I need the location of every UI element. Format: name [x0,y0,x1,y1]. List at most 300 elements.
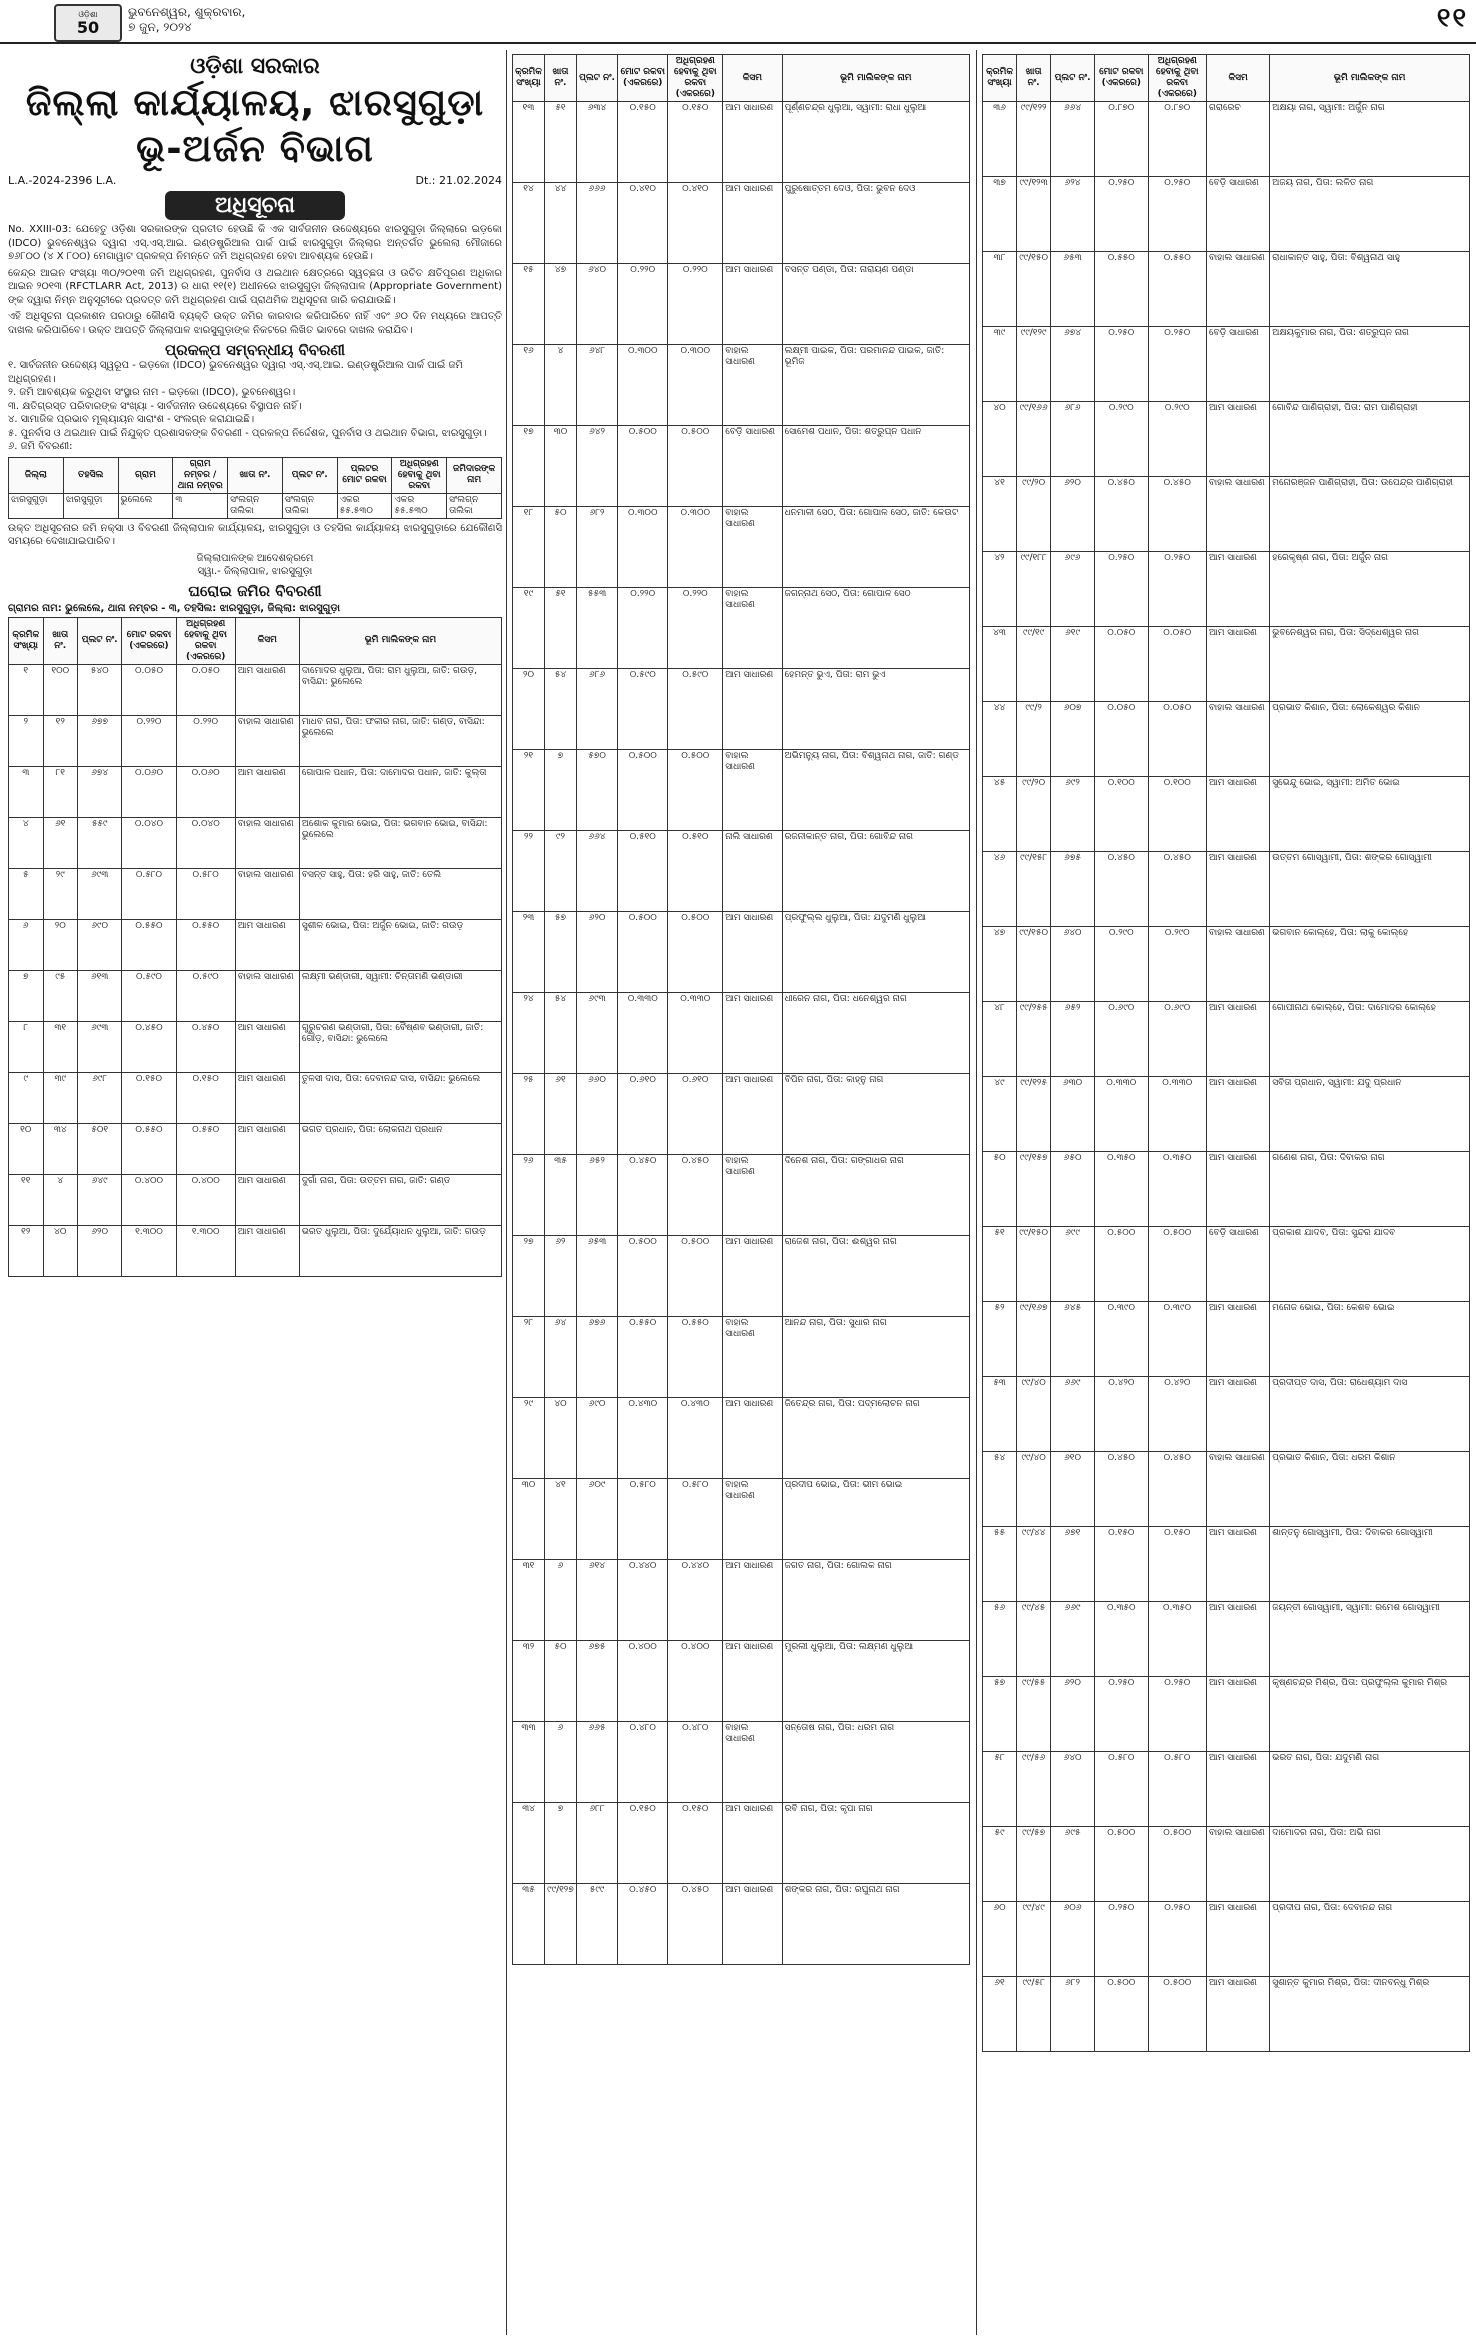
table-cell-total: ୦.୪୫୦ [1094,1452,1148,1527]
table-cell-owner: ବିପିନ ନାଗ, ପିତା: କାହ୍ନୁ ନାଗ [782,1074,969,1155]
table-row [9,664,502,715]
table-cell-owner: ପ୍ରଦୀପ୍ତ ଦାସ, ପିତା: ରାଧେଶ୍ୟାମ ଦାସ [1270,1377,1470,1452]
table-row [983,1152,1470,1227]
table-cell-khata: ୯୯/୪୯ [1017,1902,1051,1977]
date-label: ୭ ଜୁନ, ୨୦୨୪ [128,20,192,34]
header-cell: ପ୍ଲଟ ନଂ. [282,457,337,493]
signature-line: ସ୍ୱା.- ଜିଲ୍ଲାପାଳ, ଝାରସୁଗୁଡ଼ା [197,565,313,577]
table-cell-plot: ୫୫୯ [78,817,122,868]
reference-number: L.A.-2024-2396 L.A. [8,174,117,187]
table-cell-owner: ପୁରୁଷୋତ୍ତମ ଦେଓ, ପିତା: ଭୁବନ ଦେଓ [782,183,969,264]
table-cell-owner: ଲକ୍ଷ୍ମୀ ଭଣ୍ଡାରୀ, ସ୍ୱାମୀ: ଚିନ୍ତାମଣି ଭଣ୍ଡାରୀ [299,970,501,1021]
table-cell-khata: ୩୯ [43,1072,78,1123]
table-cell-total: ୦.୫୫୦ [122,919,176,970]
table-cell-acq: ୦.୩୦୦ [668,507,723,588]
table-cell-plot: ୬୦୬ [1051,1902,1095,1977]
table-cell-acq: ୦.୫୦୦ [1148,1827,1206,1902]
table-cell-total: ୦.୦୬୦ [122,766,176,817]
table-cell-kisam: ଆମ ସାଧାରଣ [723,993,782,1074]
table-cell-khata: ୯୯/୫୭ [1017,1827,1051,1902]
table-cell-khata: ୫୧ [544,588,576,669]
logo-number: 50 [76,17,100,37]
table-cell-kisam: ଆମ ସାଧାରଣ [235,766,299,817]
table-cell-khata: ୫୧ [544,102,576,183]
table-cell-owner: ପ୍ରଫୁଲ୍ଲ ଧୁଲୁଆ, ପିତା: ଯଦୁମଣି ଧୁଲୁଆ [782,912,969,993]
header-cell: ଜିଲ୍ଲା [9,457,64,493]
table-cell-khata: ୯୯/୧୨୫ [1017,1077,1051,1152]
table-cell-sl: ୨୬ [513,1155,545,1236]
table-cell-plot: ୬୯୩ [78,1021,122,1072]
table-cell-sl: ୩ [9,766,44,817]
land-table-column-2 [512,54,970,1965]
table-cell-acq: ୦.୫୦୦ [1148,1977,1206,2052]
table-cell-total: ୦.୫୦୦ [618,426,668,507]
notification-column [8,54,502,1277]
table-cell-acq: ୦.୨୯୦ [1148,927,1206,1002]
table-row [513,507,970,588]
signature-line: ଜିଲ୍ଲାପାଳଙ୍କ ଆଦେଶକ୍ରମେ [196,552,314,564]
table-cell-acq: ୦.୫୫୦ [1148,252,1206,327]
table-row [983,1077,1470,1152]
table-cell-total: ୦.୫୦୦ [618,750,668,831]
table-cell-sl: ୩୮ [983,252,1017,327]
table-cell-kisam: ଆମ ସାଧାରଣ [723,102,782,183]
table-cell-acq: ୦.୧୫୦ [176,1072,235,1123]
table-cell: ଝାରସୁଗୁଡ଼ା [9,493,64,518]
table-cell-sl: ୧୪ [513,183,545,264]
table-row [983,1002,1470,1077]
table-cell-kisam: ଆମ ସାଧାରଣ [723,912,782,993]
table-cell: ସଂଲଗ୍ନ ତାଲିକା [228,493,283,518]
table-cell-plot: ୬୨୦ [576,912,617,993]
table-cell-acq: ୦.୪୨୦ [1148,1377,1206,1452]
table-cell-total: ୦.୪୫୦ [618,1155,668,1236]
table-cell-acq: ୦.୫୮୦ [668,1479,723,1560]
table-cell-kisam: ବେଡ଼ି ସାଧାରଣ [1206,327,1269,402]
table-row [513,183,970,264]
table-cell-total: ୦.୪୫୦ [618,1884,668,1965]
table-cell-sl: ୫ [9,868,44,919]
table-cell-acq: ୦.୧୫୦ [668,102,723,183]
table-cell-kisam: ଆମ ସାଧାରଣ [723,1398,782,1479]
table-row [9,868,502,919]
table-cell-kisam: ଆମ ସାଧାରଣ [1206,852,1269,927]
table-cell-acq: ୦.୨୨୦ [668,264,723,345]
table-cell-owner: ଗୋବିନ୍ଦ ପାଣିଗ୍ରାହୀ, ପିତା: ରାମ ପାଣିଗ୍ରାହୀ [1270,402,1470,477]
table-cell-kisam: ଆମ ସାଧାରଣ [1206,1902,1269,1977]
table-cell-acq: ୦.୪୫୦ [668,1155,723,1236]
table-cell-plot: ୬୯୦ [576,1398,617,1479]
table-row [983,1827,1470,1902]
table-cell-kisam: ଆମ ସାଧାରଣ [235,1072,299,1123]
table-cell-plot: ୬୫୦ [1051,1152,1095,1227]
table-cell-owner: ହେମନ୍ତ ଭୁଏ, ପିତା: ରାମ ଭୁଏ [782,669,969,750]
table-row [513,1560,970,1641]
table-cell: ଝାରସୁଗୁଡ଼ା [63,493,118,518]
table-cell-kisam: ବେଡ଼ି ସାଧାରଣ [1206,177,1269,252]
table-cell-acq: ୦.୦୪୦ [176,817,235,868]
table-cell: ସଂଲଗ୍ନ ତାଲିକା [447,493,502,518]
table-cell-total: ୦.୫୫୦ [122,1123,176,1174]
table-cell-owner: ଉତ୍ତମ ଗୋସ୍ୱାମୀ, ପିତା: ଶଙ୍କର ଗୋସ୍ୱାମୀ [1270,852,1470,927]
table-cell: ଭୁଲେଲେ [118,493,173,518]
table-cell-plot: ୬୯୩ [78,868,122,919]
table-cell-acq: ୦.୫୫୦ [176,1123,235,1174]
table-cell-total: ୦.୩୩୦ [618,993,668,1074]
table-cell-khata: ୯୯/୪୪ [1017,1527,1051,1602]
table-row [9,919,502,970]
table-cell-acq: ୦.୩୩୦ [668,993,723,1074]
table-cell-sl: ୩୪ [513,1803,545,1884]
table-cell-owner: ଅଜୟ ନାଗ, ପିତା: ଲଳିତ ନାଗ [1270,177,1470,252]
table-header-row [983,55,1470,102]
table-cell-khata: ୯୯/୧୨୨ [1017,102,1051,177]
table-cell-khata: ୭ [544,1803,576,1884]
table-cell-total: ୧.୩୦୦ [122,1225,176,1276]
table-cell-khata: ୯୨ [544,831,576,912]
table-cell-kisam: ବାହାଲ ସାଧାରଣ [723,345,782,426]
table-cell-kisam: ବାହାଲ ସାଧାରଣ [723,507,782,588]
table-cell-total: ୦.୪୩୦ [618,1398,668,1479]
project-details-heading: ପ୍ରକଳ୍ପ ସମ୍ବନ୍ଧୀୟ ବିବରଣୀ [165,341,345,359]
table-cell-sl: ୫୩ [983,1377,1017,1452]
table-cell-acq: ୦.୪୩୦ [668,1398,723,1479]
table-cell-kisam: ବାହାଲ ସାଧାରଣ [723,1722,782,1803]
table-cell-sl: ୪୪ [983,702,1017,777]
table-cell-khata: ୫୦ [544,1641,576,1722]
table-cell-kisam: ଆମ ସାଧାରଣ [235,1123,299,1174]
table-cell-plot: ୬୩୦ [1051,1077,1095,1152]
table-cell-owner: ପ୍ରଭାତ କିଶାନ, ପିତା: ଲୋକେଶ୍ୱର କିଶାନ [1270,702,1470,777]
table-cell-acq: ୦.୬୧୦ [668,1074,723,1155]
table-row [983,1377,1470,1452]
table-row [9,766,502,817]
table-cell-total: ୦.୫୮୦ [1094,1752,1148,1827]
table-cell-owner: ଧନମାଳୀ ସେଠ, ପିତା: ଗୋପାଳ ସେଠ, ଜାତି: କେଉଟ [782,507,969,588]
header-cell: ଖାତା ନଂ. [544,55,576,102]
table-cell-kisam: ଆମ ସାଧାରଣ [1206,777,1269,852]
table-cell-total: ୦.୪୫୦ [1094,852,1148,927]
table-cell-acq: ୦.୧୦୦ [1148,777,1206,852]
table-cell-plot: ୬୭୪ [78,766,122,817]
table-cell-acq: ୦.୨୫୦ [1148,177,1206,252]
table-cell: ସଂଲଗ୍ନ ତାଲିକା [282,493,337,518]
table-cell-plot: ୬୮୨ [576,507,617,588]
land-summary-table [8,457,502,519]
table-cell-plot: ୬୬୯ [1051,1602,1095,1677]
table-cell-sl: ୧୩ [513,102,545,183]
table-cell-khata: ୬ [544,1560,576,1641]
table-cell-sl: ୪୩ [983,627,1017,702]
table-cell-khata: ୨୯ [43,868,78,919]
table-cell-khata: ୩୦ [544,426,576,507]
table-cell-total: ୦.୪୨୦ [1094,1377,1148,1452]
table-cell-khata: ୯୯/୧୫୭ [1017,1152,1051,1227]
table-cell-total: ୦.୪୦୦ [618,1641,668,1722]
table-cell-sl: ୩୧ [513,1560,545,1641]
table-cell-kisam: ଆମ ସାଧାରଣ [723,1074,782,1155]
table-cell-total: ୦.୨୨୦ [618,264,668,345]
table-row [513,1074,970,1155]
table-cell-total: ୦.୮୭୦ [1094,102,1148,177]
header-cell: ମୋଟ ରକବା (ଏକରରେ) [1094,55,1148,102]
table-cell-sl: ୩୬ [983,102,1017,177]
table-cell-acq: ୦.୫୫୦ [176,919,235,970]
table-row [513,102,970,183]
table-row [513,1398,970,1479]
table-cell-total: ୦.୨୫୦ [1094,177,1148,252]
table-cell-owner: ଲକ୍ଷ୍ମୀ ପାଇକ, ପିତା: ପରମାନନ୍ଦ ପାଇକ, ଜାତି: ଭୂମିଜ [782,345,969,426]
table-cell-acq: ୦.୪୪୦ [668,1560,723,1641]
table-header-row [513,55,970,102]
table-cell-khata: ୪ [544,345,576,426]
table-cell-kisam: ବେଡ଼ି ସାଧାରଣ [1206,1227,1269,1302]
table-cell-total: ୦.୧୫୦ [618,1803,668,1884]
land-details-subtitle: ଗ୍ରାମର ନାମ: ଭୁଲେଲେ, ଥାନା ନମ୍ବର - ୩, ତହସିଲ: ଝାରସୁଗୁଡ଼ା, ଜିଲ୍ଲା: ଝାରସୁଗୁଡ଼ା [8,602,341,614]
notice-paragraph: କେନ୍ଦ୍ର ଆଇନ ସଂଖ୍ୟା ୩୦/୨୦୧୩ ଜମି ଅଧିଗ୍ରହଣ, ପୁନର୍ବାସ ଓ ଥଇଥାନ କ୍ଷେତ୍ରରେ ସ୍ୱଚ୍ଛତା ଓ ଉଚିତ କ୍ଷତିପୂରଣ ଅଧିକାର ଆଇନ ୨୦୧୩ (RFCTLARR Act, 2013) ର ଧାରା ୧୧(୧) ଅଧୀନରେ ଝାରସୁଗୁଡ଼ା ଜିଲ୍ଲାପାଳ (Appropriate Government) ଙ୍କ ଦ୍ୱାରା ନିମ୍ନ ଅନୁସୂଚୀରେ ପ୍ରଦତ୍ତ ଜମି ଅଧିଗ୍ରହଣ ପାଇଁ ପ୍ରାଥମିକ ଅଧିସୂଚନା ଜାରି କରାଯାଉଛି। [8,267,502,306]
project-item: ୨. ଜମି ଆବଶ୍ୟକ କରୁଥିବା ସଂସ୍ଥାର ନାମ - ଇଡ଼କୋ (IDCO), ଭୁବନେଶ୍ୱର। [8,387,296,398]
table-cell-plot: ୬୯୯ [1051,1227,1095,1302]
table-cell-owner: ସନ୍ତୋଷ ନାଗ, ପିତା: ଧରମ ନାଗ [782,1722,969,1803]
table-cell-total: ୦.୫୦୦ [1094,1227,1148,1302]
table-cell-sl: ୨୫ [513,1074,545,1155]
table-cell-acq: ୦.୦୬୦ [176,766,235,817]
table-cell-owner: ରାଜେଶ ନାଗ, ପିତା: ଈଶ୍ୱର ନାଗ [782,1236,969,1317]
table-row [9,970,502,1021]
table-cell-khata: ୨୦ [43,919,78,970]
table-cell-acq: ୦.୪୫୦ [668,1884,723,1965]
table-row [983,402,1470,477]
table-cell-khata: ୩୧ [43,1021,78,1072]
table-cell-sl: ୨୯ [513,1398,545,1479]
reference-line [8,174,502,187]
table-cell-kisam: ଆମ ସାଧାରଣ [235,1021,299,1072]
project-item: ୫. ପୁନର୍ବାସ ଓ ଥଇଥାନ ପାଇଁ ନିଯୁକ୍ତ ପ୍ରଶାସକଙ୍କ ବିବରଣୀ - ପ୍ରକଳ୍ପ ନିର୍ଦ୍ଦେଶକ, ପୁନର୍ବାସ ଓ ଥଇଥାନ ବିଭାଗ, ଝାରସୁଗୁଡ଼ା। [8,427,487,439]
table-row [983,1752,1470,1827]
table-cell-sl: ୧୫ [513,264,545,345]
table-cell-acq: ୦.୩୫୦ [1148,1602,1206,1677]
table-cell-khata: ୩୫ [544,1155,576,1236]
table-cell-owner: ଅକ୍ଷୟା ନାଗ, ସ୍ୱାମୀ: ଅର୍ଜୁନ ନାଗ [1270,102,1470,177]
table-cell-acq: ୦.୧୫୦ [668,1803,723,1884]
table-row [983,177,1470,252]
table-cell-plot: ୬୬୯ [1051,1377,1095,1452]
table-cell-plot: ୬୪୦ [576,264,617,345]
table-cell-sl: ୪୬ [983,852,1017,927]
table-cell-kisam: ବାହାଲ ସାଧାରଣ [723,1155,782,1236]
header-cell: ଅଧିଗ୍ରହଣ ହେବାକୁ ଥିବା ରକବା (ଏକରରେ) [176,617,235,664]
department-title: ଭୂ-ଅର୍ଜନ ବିଭାଗ [136,127,374,170]
table-cell-sl: ୪୧ [983,477,1017,552]
table-cell-khata: ୯୯/୧୨୭ [544,1884,576,1965]
table-row [513,1722,970,1803]
table-header-row [9,457,502,493]
table-cell-total: ୦.୦୫୦ [122,664,176,715]
table-cell-plot: ୬୮୨ [1051,1977,1095,2052]
table-row [983,1227,1470,1302]
header-cell: ଅଧିଗ୍ରହଣ ହେବାକୁ ଥିବା ରକବା (ଏକରରେ) [1148,55,1206,102]
table-cell-plot: ୬୫୩ [1051,252,1095,327]
column-divider [506,50,507,2335]
table-cell-owner: ଦୁର୍ଗା ନାଗ, ପିତା: ଉତ୍ତମ ନାଗ, ଜାତି: ଗଣ୍ଡ [299,1174,501,1225]
table-cell-plot: ୫୪୦ [78,664,122,715]
table-cell-total: ୦.୫୦୦ [618,912,668,993]
table-cell-acq: ୦.୪୧୦ [668,183,723,264]
table-cell-owner: ବସନ୍ତ ପଣ୍ଡା, ପିତା: ନାରାୟଣ ପଣ୍ଡା [782,264,969,345]
table-row [9,1225,502,1276]
table-cell-sl: ୪୦ [983,402,1017,477]
table-cell-acq: ୦.୫୦୦ [668,426,723,507]
table-cell-sl: ୩୨ [513,1641,545,1722]
table-cell-sl: ୫୪ [983,1452,1017,1527]
table-cell-kisam: ବାହାଲ ସାଧାରଣ [235,970,299,1021]
table-cell-total: ୦.୪୧୦ [618,183,668,264]
table-cell-sl: ୨୭ [513,1236,545,1317]
table-row [513,993,970,1074]
table-cell-total: ୦.୧୫୦ [122,1072,176,1123]
table-cell-acq: ୦.୦୫୦ [176,664,235,715]
table-cell-owner: ମନୋଜ ଭୋଇ, ପିତା: କେଶବ ଭୋଇ [1270,1302,1470,1377]
table-cell-sl: ୧୬ [513,345,545,426]
table-cell-kisam: ଆମ ସାଧାରଣ [1206,1002,1269,1077]
table-row [513,1803,970,1884]
table-cell-owner: ପ୍ରଦୀପ ଭୋଇ, ପିତା: ଭୀମ ଭୋଇ [782,1479,969,1560]
table-cell-total: ୦.୪୦୦ [122,1174,176,1225]
table-row [983,927,1470,1002]
table-cell-total: ୦.୫୧୦ [618,831,668,912]
table-cell-plot: ୬୪୮ [576,345,617,426]
table-cell-khata: ୯୯/୨ [1017,702,1051,777]
table-cell-owner: ରଜନୀକାନ୍ତ ନାଗ, ପିତା: ଗୋବିନ୍ଦ ନାଗ [782,831,969,912]
land-table-column-3 [982,54,1470,2052]
table-cell-kisam: ବାହାଲ ସାଧାରଣ [1206,1827,1269,1902]
table-cell-kisam: ଆମ ସାଧାରଣ [1206,1602,1269,1677]
table-cell-kisam: ଆମ ସାଧାରଣ [723,1641,782,1722]
table-cell-owner: ଜିତେନ୍ଦ୍ର ନାଗ, ପିତା: ପଦ୍ମଲୋଚନ ନାଗ [782,1398,969,1479]
table-cell-plot: ୬୫୩ [576,1236,617,1317]
table-cell-sl: ୪୨ [983,552,1017,627]
table-cell-kisam: ଆମ ସାଧାରଣ [235,1174,299,1225]
govt-title: ଓଡ଼ିଶା ସରକାର [190,54,320,79]
table-cell-owner: ଭଗତ ପ୍ରଧାନ, ପିତା: ଲୋକନାଥ ପ୍ରଧାନ [299,1123,501,1174]
header-cell: ଅଧିଗ୍ରହଣ ହେବାକୁ ଥିବା ରକବା [392,457,447,493]
table-cell-acq: ୦.୩୯୦ [1148,1302,1206,1377]
table-cell-khata: ୭ [544,750,576,831]
header-cell: ଭୂମି ମାଲିକଙ୍କ ନାମ [782,55,969,102]
table-cell-khata: ୪୪ [544,183,576,264]
table-cell-khata: ୯୯/୫୮ [1017,1977,1051,2052]
notice-paragraph: No. XXIII-03: ଯେହେତୁ ଓଡ଼ିଶା ସରକାରଙ୍କ ପ୍ରତୀତ ହେଉଛି କି ଏକ ସାର୍ବଜନୀନ ଉଦ୍ଦେଶ୍ୟରେ ଝାରସୁଗୁଡ଼ା ଜିଲ୍ଲାରେ ଇଡ଼କୋ (IDCO) ଭୁବନେଶ୍ୱର ଦ୍ୱାରା ଏସ୍.ଏସ୍.ଆଇ. ଇଣ୍ଡଷ୍ଟ୍ରିଆଲ ପାର୍କ ପାଇଁ ଝାରସୁଗୁଡ଼ା ଜିଲ୍ଲାର ଅନ୍ତର୍ଗତ ଭୁଲେଲା ମୌଜାରେ ୭୬୮୦୦ (୪ X ୮୦୦) ମେଗାୱାଟ ପ୍ରକଳ୍ପ ନିମନ୍ତେ ଜମି ଅଧିଗ୍ରହଣ ହେବା ଆବଶ୍ୟକ ହେଉଛି। [8,224,502,262]
table-cell-sl: ୧୨ [9,1225,44,1276]
table-cell-kisam: ବାହାଲ ସାଧାରଣ [235,715,299,766]
table-row [513,1155,970,1236]
table-cell-acq: ୦.୨୫୦ [1148,1677,1206,1752]
table-cell-plot: ୬୯୨ [1051,777,1095,852]
table-cell-acq: ୦.୪୮୦ [668,1722,723,1803]
table-cell-total: ୦.୫୦୦ [1094,1827,1148,1902]
table-cell-total: ୦.୨୯୦ [1094,402,1148,477]
table-cell-total: ୦.୨୫୦ [1094,327,1148,402]
table-cell-sl: ୩୯ [983,327,1017,402]
table-cell-plot: ୬୩୪ [576,102,617,183]
header-cell: ପ୍ଲଟ ନଂ. [78,617,122,664]
table-cell-kisam: ବାହାଲ ସାଧାରଣ [723,1317,782,1398]
table-cell-sl: ୭ [9,970,44,1021]
table-cell-khata: ୯୯/୨୦ [1017,477,1051,552]
project-item: ୩. କ୍ଷତିଗ୍ରସ୍ତ ପରିବାରଙ୍କ ସଂଖ୍ୟା - ସାର୍ବଜନୀନ ଉଦ୍ଦେଶ୍ୟରେ ବିସ୍ଥାପନ ନାହିଁ। [8,400,302,412]
header-cell: କ୍ରମିକ ସଂଖ୍ୟା [513,55,545,102]
header-cell: ଜମିଦାରଙ୍କ ନାମ [447,457,502,493]
table-cell-total: ୦.୧୦୦ [1094,777,1148,852]
header-cell: କିସମ [235,617,299,664]
land-table-col2 [512,54,970,1965]
header-cell: କିସମ [1206,55,1269,102]
table-cell-khata: ୯୯/୧୬୭ [1017,1302,1051,1377]
table-cell-owner: ଭରତ ଧୁଲୁଆ, ପିତା: ଦୁର୍ଯ୍ୟୋଧନ ଧୁଲୁଆ, ଜାତି: ଗଉଡ଼ [299,1225,501,1276]
table-row [983,102,1470,177]
table-header-row [9,617,502,664]
table-row [513,669,970,750]
table-cell-kisam: ଆମ ସାଧାରଣ [723,183,782,264]
table-cell-owner: ଗୁରୁଚରଣ ଭଣ୍ଡାରୀ, ପିତା: ବୈଷ୍ଣବ ଭଣ୍ଡାରୀ, ଜାତି: ଗୌଡ଼, ବାସିନ୍ଦା: ଭୁଲେଲେ [299,1021,501,1072]
table-cell-khata: ୯୯/୧୨୩ [1017,177,1051,252]
table-cell-total: ୦.୨୫୦ [1094,1902,1148,1977]
table-cell-khata: ୬୧ [43,817,78,868]
table-row [9,1174,502,1225]
header-cell: କିସମ [723,55,782,102]
table-cell-total: ୦.୪୮୦ [618,1722,668,1803]
table-cell-sl: ୨୪ [513,993,545,1074]
table-cell-plot: ୬୪୦ [1051,1752,1095,1827]
table-row [983,1527,1470,1602]
land-table-col3 [982,54,1470,2052]
table-cell-khata: ୪୭ [544,264,576,345]
table-cell-owner: ଦିନେଶ ନାଗ, ପିତା: ଗଙ୍ଗାଧର ନାଗ [782,1155,969,1236]
table-cell-plot: ୬୬୬ [576,183,617,264]
signature-block [8,552,502,578]
table-cell-plot: ୬୯୩ [576,993,617,1074]
table-cell-total: ୦.୫୮୦ [122,868,176,919]
table-cell-total: ୦.୫୮୦ [618,1479,668,1560]
table-cell-sl: ୫୬ [983,1602,1017,1677]
table-cell: ୩ [173,493,228,518]
table-cell-plot: ୬୧୪ [576,1560,617,1641]
table-cell-acq: ୦.୪୫୦ [176,1021,235,1072]
table-cell-acq: ୦.୫୦୦ [668,1236,723,1317]
table-cell-owner: ଜୟନ୍ତୀ ଗୋସ୍ୱାମୀ, ସ୍ୱାମୀ: ରମେଶ ଗୋସ୍ୱାମୀ [1270,1602,1470,1677]
header-cell: ଭୂମି ମାଲିକଙ୍କ ନାମ [1270,55,1470,102]
table-cell-sl: ୧୯ [513,588,545,669]
header-cell: କ୍ରମିକ ସଂଖ୍ୟା [983,55,1017,102]
table-cell-acq: ୦.୫୫୦ [668,1317,723,1398]
table-cell-acq: ୦.୫୧୦ [668,831,723,912]
table-cell-kisam: ଆମ ସାଧାରଣ [723,1560,782,1641]
table-cell-owner: ଅକ୍ଷୟକୁମାର ନାଗ, ପିତା: ଶତ୍ରୁଘ୍ନ ନାଗ [1270,327,1470,402]
logo-text: ଓଡ଼ିଶା [78,9,98,19]
table-cell-sl: ୧୦ [9,1123,44,1174]
table-cell-total: ୦.୩୫୦ [1094,1152,1148,1227]
table-cell-owner: ସୁଶାନ୍ତ କୁମାର ମିଶ୍ର, ପିତା: ଦୀନବନ୍ଧୁ ମିଶ୍ର [1270,1977,1470,2052]
table-cell-sl: ୩୭ [983,177,1017,252]
table-cell-sl: ୫୫ [983,1527,1017,1602]
table-cell-total: ୦.୩୩୦ [1094,1077,1148,1152]
table-cell-owner: ମୁରଲୀ ଧୁଲୁଆ, ପିତା: ଲକ୍ଷ୍ମଣ ଧୁଲୁଆ [782,1641,969,1722]
place-date [128,5,245,35]
header-cell: ଗ୍ରାମ [118,457,173,493]
table-cell-sl: ୪୭ [983,927,1017,1002]
table-cell-acq: ୦.୪୫୦ [1148,1452,1206,1527]
table-cell-sl: ୧୭ [513,426,545,507]
